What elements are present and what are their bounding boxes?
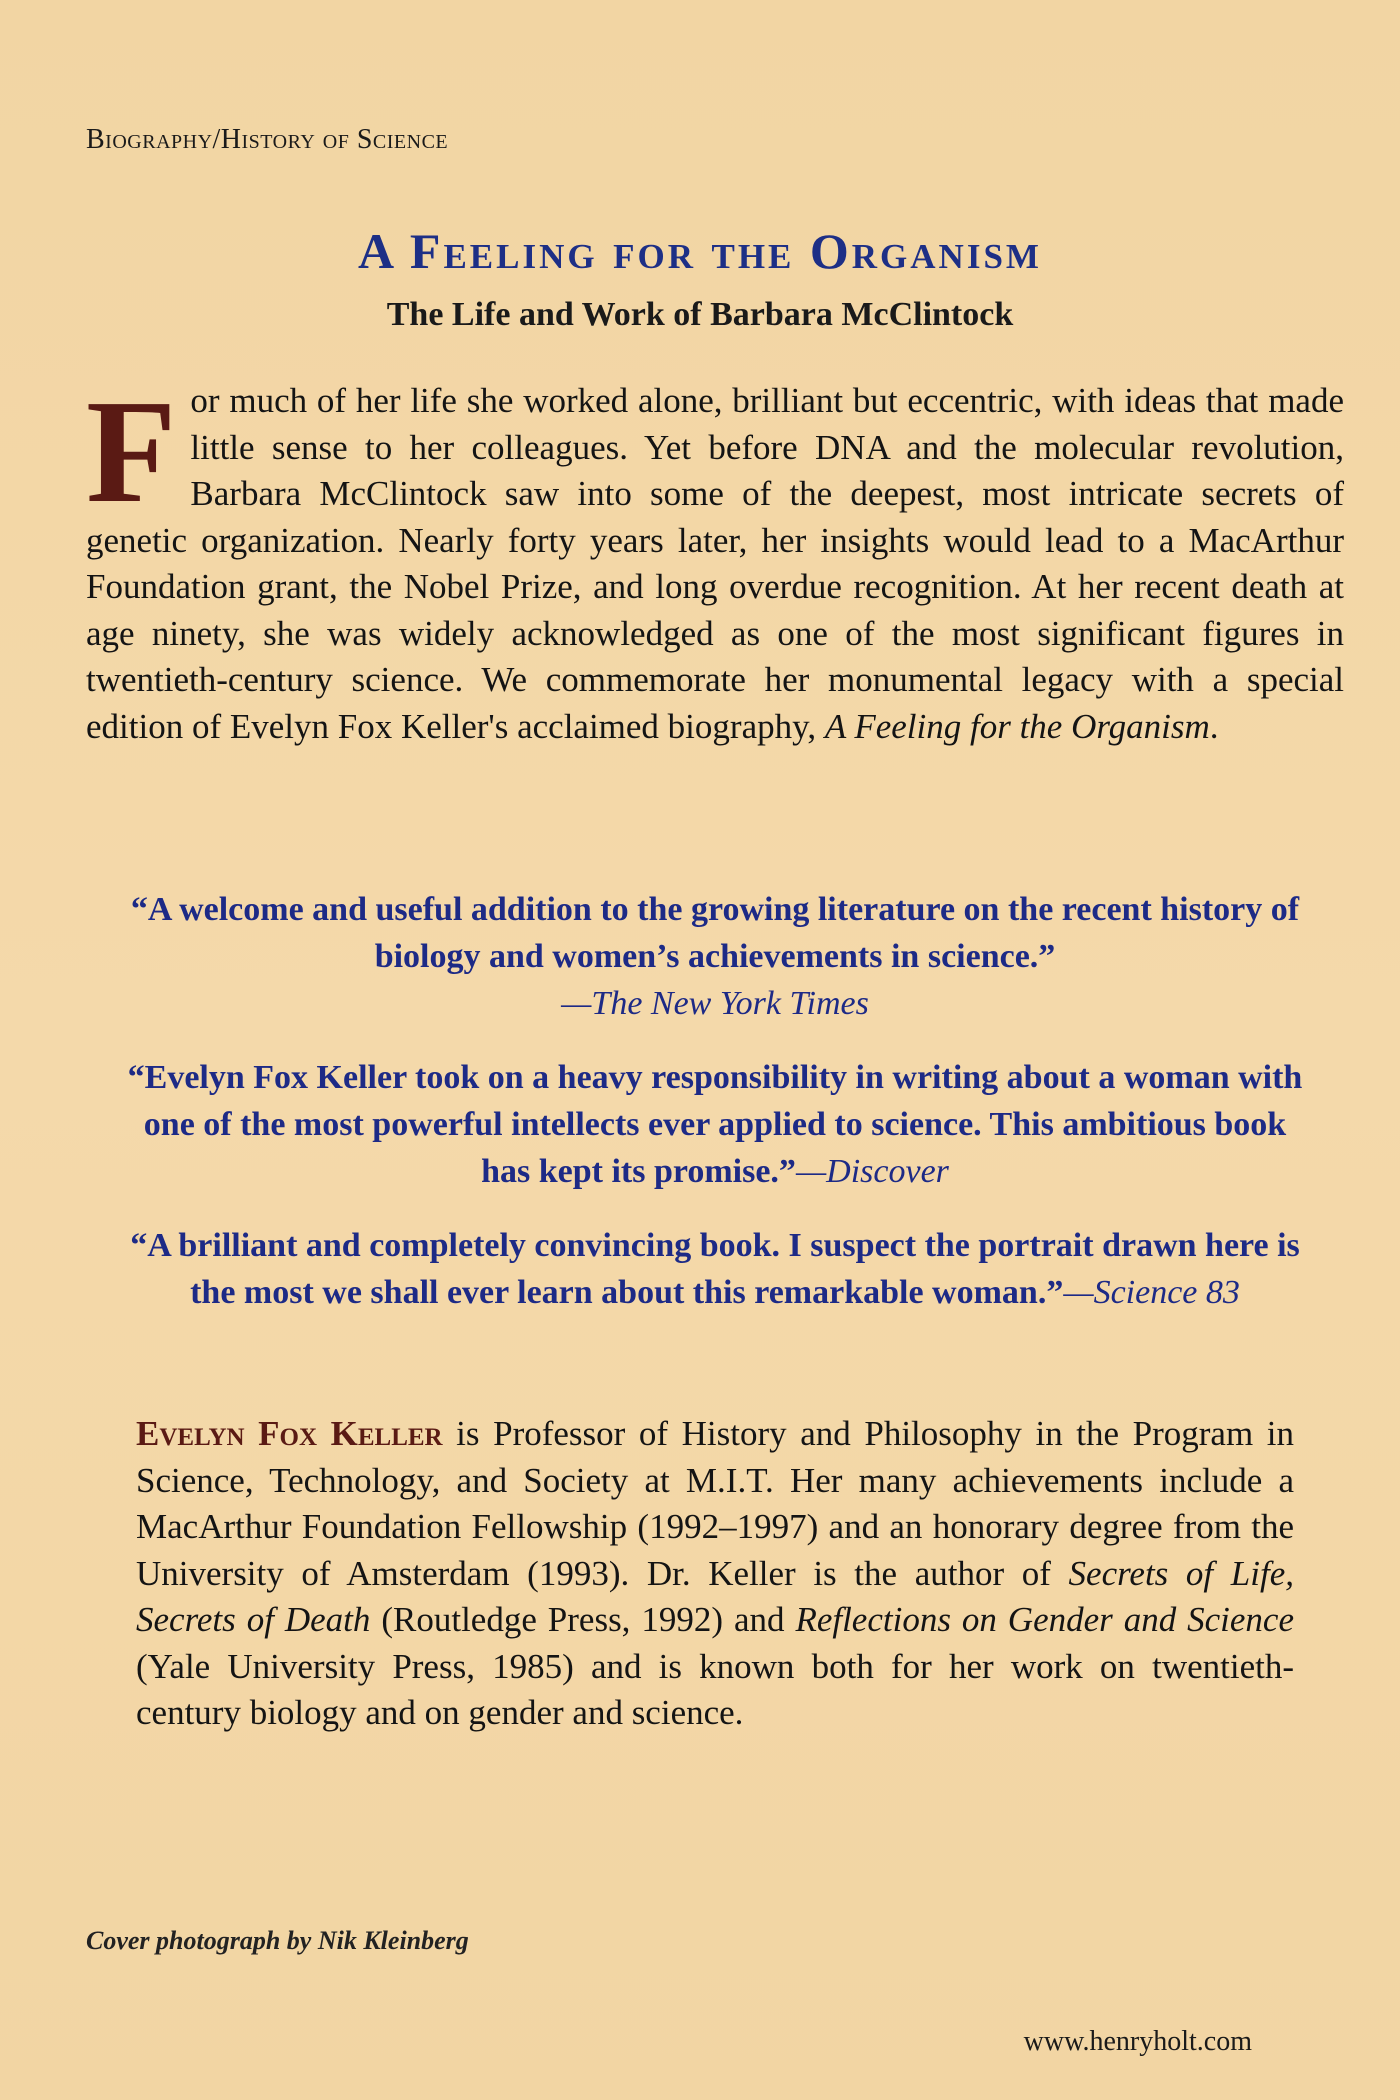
quote-text: “A welcome and useful addition to the growing literature on the recent history of biology and women’s achievements in science.” bbox=[130, 891, 1300, 975]
bio-text: is Professor of History and Philosophy in the Program in Science, Technology, and Society at M.I.T. Her many achievements include a MacArthur Foundation Fellowship (1992–1997) and an honorary degree from the University of Amsterdam (1993). Dr. Keller is the author of bbox=[136, 1414, 1294, 1593]
book-subtitle: The Life and Work of Barbara McClintock bbox=[386, 296, 1014, 333]
blurb-end: . bbox=[1209, 706, 1219, 746]
bio-text: (Routledge Press, 1992) and bbox=[370, 1600, 796, 1639]
review-quote bbox=[120, 886, 1310, 1027]
photo-credit: Cover photograph by Nik Kleinberg bbox=[86, 1926, 469, 1955]
blurb-text: or much of her life she worked alone, brilliant but eccentric, with ideas that made little sense to her colleagues. Yet before DNA and the molecular revolution, Barbara McClintock saw into some of the deepest, most intricate secrets of genetic organization. Nearly forty years later, her insights would lead to a MacArthur Foundation grant, the Nobel Prize, and long overdue recognition. At her recent death at age ninety, she was widely acknowledged as one of the most significant figures in twentieth-century science. We commemorate her monumental legacy with a special edition of Evelyn Fox Keller's acclaimed biography, bbox=[86, 381, 1344, 746]
bio-text: (Yale University Press, 1985) and is known both for her work on twentieth-century biology and on gender and science. bbox=[136, 1646, 1294, 1732]
bio-book-title: Secrets of Life, Secrets of Death bbox=[136, 1553, 1294, 1639]
quote-source: —Discover bbox=[795, 1153, 949, 1190]
quote-source: —Science 83 bbox=[1063, 1274, 1240, 1311]
review-quote bbox=[120, 1222, 1310, 1316]
quote-text: “A brilliant and completely convincing book. I suspect the portrait drawn here is the most we shall ever learn about this remarkable woman.” bbox=[130, 1227, 1300, 1311]
publisher-url: www.henryholt.com bbox=[1023, 2026, 1252, 2057]
author-name: Evelyn Fox Keller bbox=[136, 1414, 443, 1453]
drop-cap: F bbox=[86, 370, 177, 534]
book-blurb bbox=[86, 370, 1344, 750]
review-quotes bbox=[120, 886, 1310, 1343]
blurb-book-title: A Feeling for the Organism bbox=[824, 706, 1210, 746]
book-title: A Feeling for the Organism bbox=[358, 223, 1042, 279]
author-bio bbox=[136, 1411, 1294, 1737]
review-quote bbox=[120, 1054, 1310, 1195]
category-label: Biography/History of Science bbox=[86, 124, 449, 155]
quote-text: “Evelyn Fox Keller took on a heavy responsibility in writing about a woman with one of the most powerful intellects ever applied to science. This ambitious book has kept its promise.” bbox=[127, 1059, 1303, 1190]
bio-book-title: Reflections on Gender and Science bbox=[795, 1600, 1294, 1639]
quote-source: —The New York Times bbox=[561, 985, 869, 1022]
